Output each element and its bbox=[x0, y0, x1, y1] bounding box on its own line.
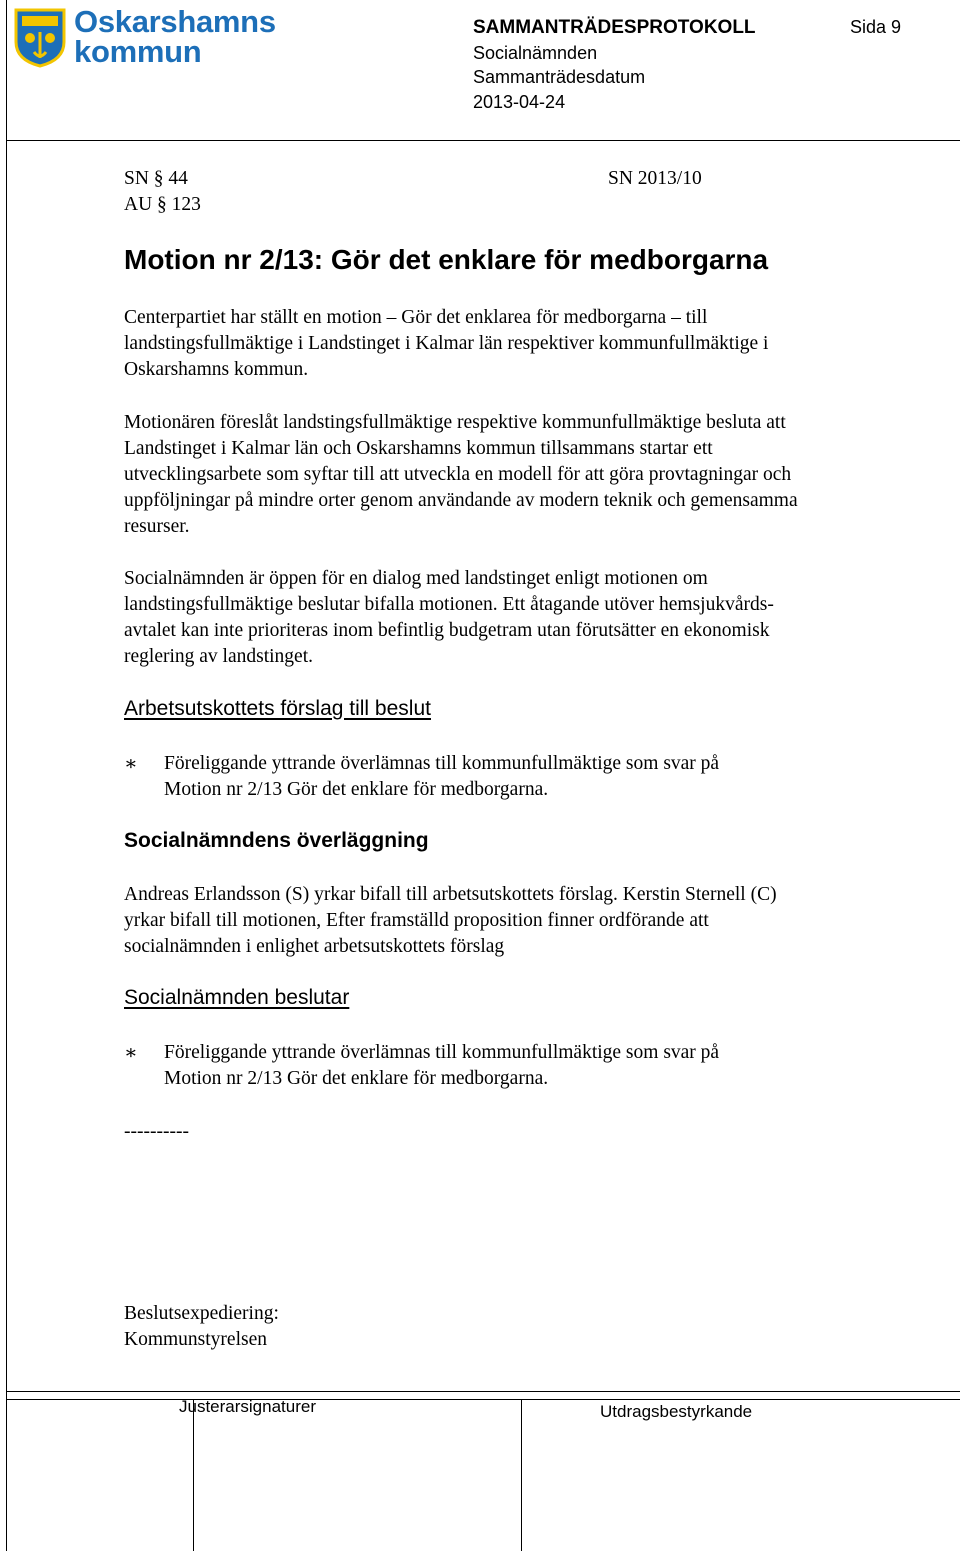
paragraph-1 bbox=[124, 305, 768, 383]
bullet-icon: ∗ bbox=[124, 753, 138, 775]
meeting-date: 2013-04-24 bbox=[473, 91, 566, 112]
date-label: Sammanträdesdatum bbox=[473, 67, 646, 87]
paragraph-3 bbox=[124, 566, 774, 670]
text-line: landstingsfullmäktige beslutar bifalla motionen. Ett åtagande utöver hemsjukvårds- bbox=[124, 594, 774, 615]
logo-line-2: kommun bbox=[74, 34, 202, 69]
header-divider bbox=[6, 140, 960, 141]
footer-rule-inner bbox=[6, 1399, 960, 1400]
text-line: Andreas Erlandsson (S) yrkar bifall till arbetsutskottets förslag. Kerstin Sternell (C) bbox=[124, 884, 777, 905]
text-line: landstingsfullmäktige i Landstinget i Kalmar län respektiver kommunfullmäktige i bbox=[124, 333, 769, 354]
text-line: Oskarshamns kommun. bbox=[124, 359, 309, 380]
coat-of-arms-icon bbox=[14, 6, 66, 68]
au-paragraph-ref: AU § 123 bbox=[124, 194, 201, 215]
footer-column-divider bbox=[193, 1399, 194, 1551]
page-title: Motion nr 2/13: Gör det enklare för medborgarna bbox=[124, 244, 769, 275]
sn-paragraph-ref: SN § 44 bbox=[124, 168, 188, 189]
decision-heading: Socialnämnden beslutar bbox=[124, 986, 350, 1009]
logo-line-1: Oskarshamns bbox=[74, 4, 276, 39]
deliberation-text bbox=[124, 882, 777, 960]
au-proposal-item bbox=[124, 751, 719, 803]
municipality-logo bbox=[14, 6, 276, 68]
text-line: Motionären föreslåt landstingsfullmäktige respektive kommunfullmäktige besluta att bbox=[124, 412, 786, 433]
paragraph-2 bbox=[124, 410, 798, 540]
decision-distribution bbox=[124, 1301, 279, 1353]
text-line: yrkar bifall till motionen, Efter framställd proposition finner ordförande att bbox=[124, 910, 709, 931]
page-number: Sida 9 bbox=[850, 17, 902, 37]
signatures-label: Justerarsignaturer bbox=[179, 1397, 317, 1416]
page-left-border bbox=[6, 0, 7, 1551]
separator-dashes: ---------- bbox=[124, 1121, 189, 1142]
text-line: Socialnämnden är öppen för en dialog med landstinget enligt motionen om bbox=[124, 568, 708, 589]
text-line: uppföljningar på mindre orter genom användande av modern teknik och gemensamma bbox=[124, 490, 798, 511]
protocol-title: SAMMANTRÄDESPROTOKOLL bbox=[473, 17, 756, 38]
text-line: socialnämnden i enlighet arbetsutskottets förslag bbox=[124, 936, 505, 957]
text-line: Föreliggande yttrande överlämnas till kommunfullmäktige som svar på bbox=[164, 1042, 720, 1063]
bullet-icon: ∗ bbox=[124, 1042, 138, 1064]
organ-name: Socialnämnden bbox=[473, 42, 598, 63]
document-header bbox=[473, 16, 756, 114]
footer-rule-top bbox=[6, 1391, 960, 1392]
text-line: Föreliggande yttrande överlämnas till kommunfullmäktige som svar på bbox=[164, 753, 720, 774]
text-line: Landstinget i Kalmar län och Oskarshamns kommun tillsammans startar ett bbox=[124, 438, 713, 459]
au-proposal-heading: Arbetsutskottets förslag till beslut bbox=[124, 697, 431, 720]
text-line: Motion nr 2/13 Gör det enklare för medborgarna. bbox=[164, 1068, 549, 1089]
distribution-label: Beslutsexpediering: bbox=[124, 1303, 279, 1324]
certification-label: Utdragsbestyrkande bbox=[600, 1402, 753, 1421]
text-line: Motion nr 2/13 Gör det enklare för medborgarna. bbox=[164, 779, 549, 800]
text-line: avtalet kan inte prioriteras inom befintlig budgetram utan förutsätter en ekonomisk bbox=[124, 620, 770, 641]
decision-item bbox=[124, 1040, 719, 1092]
text-line: utvecklingsarbete som syftar till att utveckla en modell för att göra provtagningar och bbox=[124, 464, 792, 485]
case-number: SN 2013/10 bbox=[608, 168, 702, 189]
distribution-recipient: Kommunstyrelsen bbox=[124, 1329, 267, 1350]
section-refs bbox=[124, 166, 201, 218]
deliberation-heading: Socialnämndens överläggning bbox=[124, 829, 429, 852]
text-line: Centerpartiet har ställt en motion – Gör det enklarea för medborgarna – till bbox=[124, 307, 708, 328]
footer-column-divider bbox=[521, 1399, 522, 1551]
signature-footer bbox=[6, 1391, 960, 1551]
text-line: resurser. bbox=[124, 516, 190, 537]
text-line: reglering av landstinget. bbox=[124, 646, 313, 667]
